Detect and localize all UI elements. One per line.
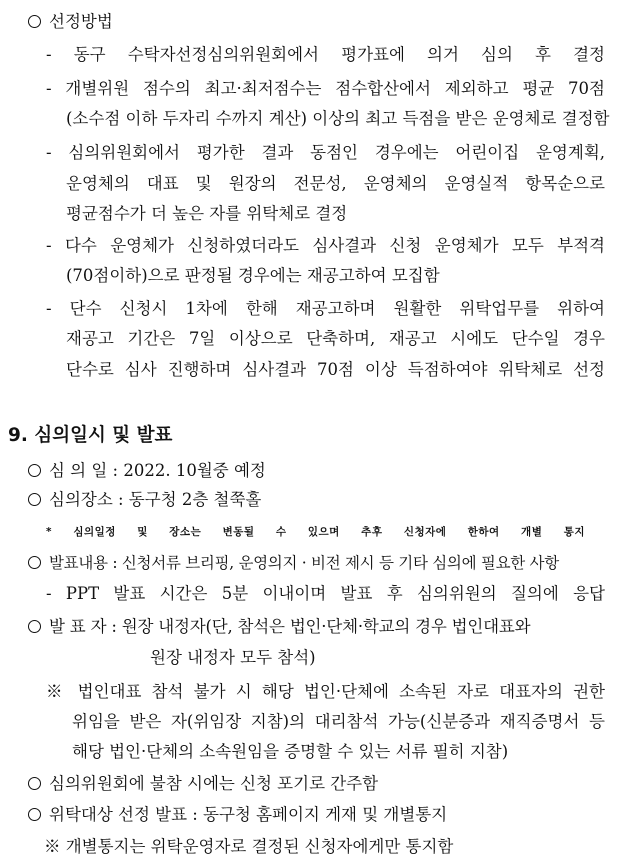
- selection-item-4-line-2: (70점이하)으로 판정될 경우에는 재공고하여 모집함: [66, 266, 440, 285]
- schedule-change-note: * 심의일정 및 장소는 변동될 수 있으며 추후 신청자에 한하여 개별 통지: [46, 526, 585, 538]
- selection-item-4-line-1: - 다수 운영체가 신청하였더라도 심사결과 신청 운영체가 모두 부적격: [46, 236, 605, 255]
- circle-bullet-icon: [28, 808, 41, 821]
- section-9-heading: 9. 심의일시 및 발표: [8, 425, 173, 446]
- selection-item-3-line-3: 평균점수가 더 높은 자를 위탁체로 결정: [66, 204, 348, 223]
- presenter: 발 표 자 : 원장 내정자(단, 참석은 법인·단체·학교의 경우 법인대표와: [28, 616, 606, 638]
- selection-method-title: 선정방법: [28, 11, 113, 33]
- proxy-note-line-3: 해당 법인·단체의 소속원임을 증명할 수 있는 서류 필히 지참): [72, 742, 509, 761]
- selection-item-5-line-3: 단수로 심사 진행하며 심사결과 70점 이상 득점하여야 위탁체로 선정: [66, 360, 605, 379]
- selection-item-3-line-2: 운영체의 대표 및 원장의 전문성, 운영체의 운영실적 항목순으로: [66, 174, 605, 193]
- selection-announcement: 위탁대상 선정 발표 : 동구청 홈페이지 게재 및 개별통지: [28, 804, 447, 826]
- review-date: 심 의 일 : 2022. 10월중 예정: [28, 460, 266, 482]
- circle-bullet-icon: [28, 777, 41, 790]
- circle-bullet-icon: [28, 15, 41, 28]
- proxy-note-line-2: 위임을 받은 자(위임장 지참)의 대리참석 가능(신분증과 재직증명서 등: [72, 712, 605, 731]
- presentation-content: 발표내용 : 신청서류 브리핑, 운영의지 · 비전 제시 등 기타 심의에 필요한 사항: [28, 552, 606, 574]
- selection-item-5-line-1: - 단수 신청시 1차에 한해 재공고하며 원활한 위탁업무를 위하여: [46, 299, 605, 318]
- circle-bullet-icon: [28, 493, 41, 506]
- circle-bullet-icon: [28, 556, 41, 569]
- presenter-line-2: 원장 내정자 모두 참석): [150, 648, 316, 667]
- circle-bullet-icon: [28, 620, 41, 633]
- proxy-note-line-1: ※ 법인대표 참석 불가 시 해당 법인·단체에 소속된 자로 대표자의 권한: [46, 682, 605, 701]
- selection-item-2-line-1: - 개별위원 점수의 최고·최저점수는 점수합산에서 제외하고 평균 70점: [46, 79, 605, 98]
- selection-item-1-line-1: - 동구 수탁자선정심의위원회에서 평가표에 의거 심의 후 결정: [46, 45, 605, 64]
- circle-bullet-icon: [28, 464, 41, 477]
- ppt-time-note: - PPT 발표 시간은 5분 이내이며 발표 후 심의위원의 질의에 응답: [46, 584, 605, 603]
- individual-notify-note: ※ 개별통지는 위탁운영자로 결정된 신청자에게만 통지함: [44, 837, 454, 856]
- selection-item-5-line-2: 재공고 기간은 7일 이상으로 단축하며, 재공고 시에도 단수일 경우: [66, 329, 605, 348]
- selection-item-2-line-2: (소수점 이하 두자리 수까지 계산) 이상의 최고 득점을 받은 운영체로 결정함: [66, 109, 610, 128]
- review-place: 심의장소 : 동구청 2층 철쭉홀: [28, 489, 261, 511]
- absence-notice: 심의위원회에 불참 시에는 신청 포기로 간주함: [28, 773, 378, 795]
- selection-item-3-line-1: - 심의위원회에서 평가한 결과 동점인 경우에는 어린이집 운영계획,: [46, 143, 605, 162]
